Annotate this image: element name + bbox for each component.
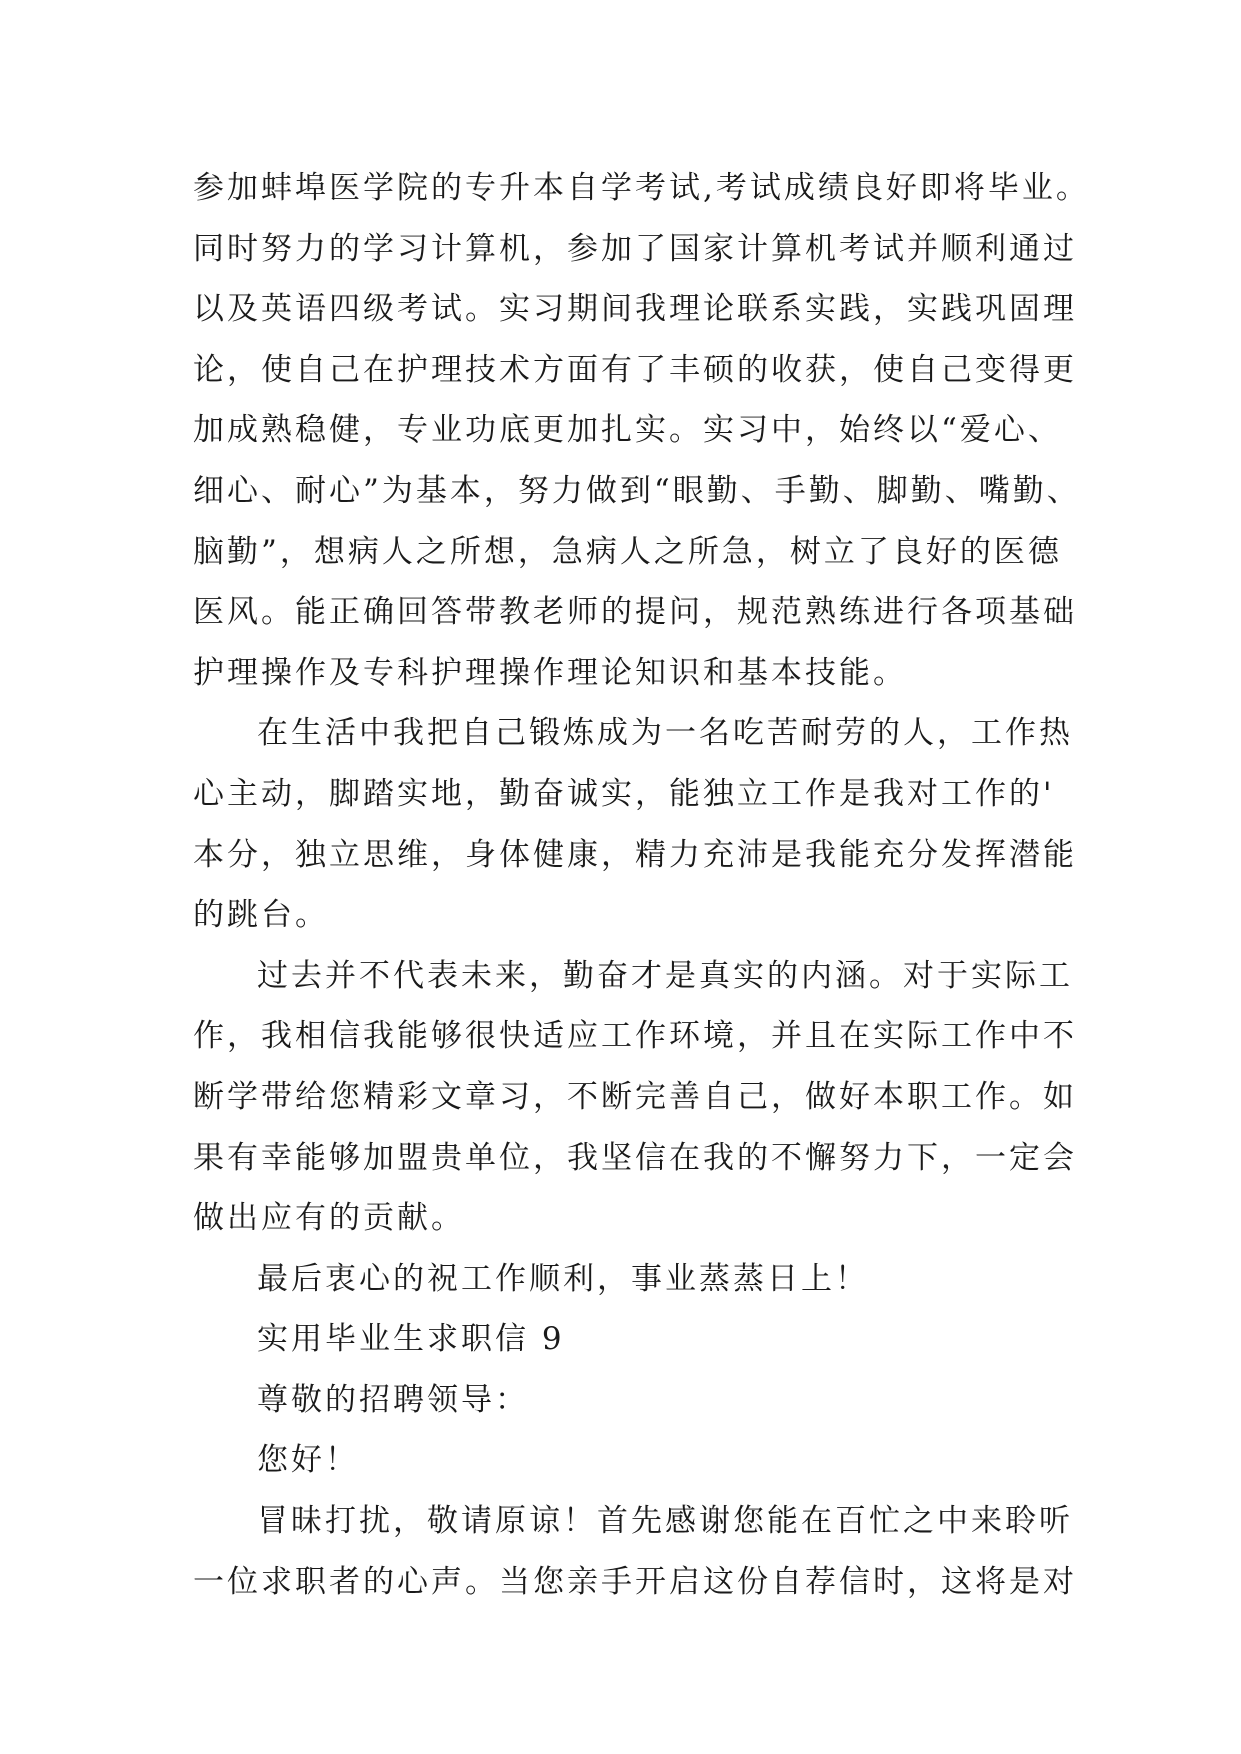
text-line: 参加蚌埠医学院的专升本自学考试,考试成绩良好即将毕业。 bbox=[193, 170, 1090, 206]
closing-wish: 最后衷心的祝工作顺利，事业蒸蒸日上！ bbox=[257, 1260, 869, 1297]
paragraph-start-line: 在生活中我把自己锻炼成为一名吃苦耐劳的人，工作热 bbox=[257, 715, 1073, 752]
text-line: 细心、耐心”为基本，努力做到“眼勤、手勤、脚勤、嘴勤、 bbox=[193, 472, 1081, 509]
text-line: 本分，独立思维，身体健康，精力充沛是我能充分发挥潜能 bbox=[193, 836, 1077, 873]
text-line: 作，我相信我能够很快适应工作环境，并且在实际工作中不 bbox=[193, 1018, 1077, 1055]
text-line: 心主动，脚踏实地，勤奋诚实，能独立工作是我对工作的' bbox=[193, 775, 1055, 812]
text-line: 医风。能正确回答带教老师的提问，规范熟练进行各项基础 bbox=[193, 594, 1077, 631]
text-line: 论，使自己在护理技术方面有了丰硕的收获，使自己变得更 bbox=[193, 351, 1077, 388]
greeting: 您好！ bbox=[257, 1442, 359, 1479]
text-line: 护理操作及专科护理操作理论知识和基本技能。 bbox=[193, 654, 907, 691]
letter-title: 实用毕业生求职信 9 bbox=[257, 1321, 565, 1358]
text-line: 脑勤”，想病人之所想，急病人之所急，树立了良好的医德 bbox=[193, 533, 1062, 570]
text-line: 的跳台。 bbox=[193, 897, 329, 934]
text-line: 果有幸能够加盟贵单位，我坚信在我的不懈努力下，一定会 bbox=[193, 1139, 1077, 1176]
text-line: 断学带给您精彩文章习，不断完善自己，做好本职工作。如 bbox=[193, 1078, 1077, 1115]
text-line: 以及英语四级考试。实习期间我理论联系实践，实践巩固理 bbox=[193, 291, 1077, 328]
paragraph-start-line: 冒昧打扰，敬请原谅！首先感谢您能在百忙之中来聆听 bbox=[257, 1503, 1073, 1540]
text-line: 加成熟稳健，专业功底更加扎实。实习中，始终以“爱心、 bbox=[193, 412, 1062, 449]
text-line: 同时努力的学习计算机，参加了国家计算机考试并顺利通过 bbox=[193, 230, 1077, 267]
text-line: 一位求职者的心声。当您亲手开启这份自荐信时，这将是对 bbox=[193, 1563, 1077, 1600]
text-line: 做出应有的贡献。 bbox=[193, 1200, 465, 1237]
paragraph-start-line: 过去并不代表未来，勤奋才是真实的内涵。对于实际工 bbox=[257, 957, 1073, 994]
letter-body bbox=[193, 158, 1093, 1612]
salutation: 尊敬的招聘领导： bbox=[257, 1381, 529, 1418]
